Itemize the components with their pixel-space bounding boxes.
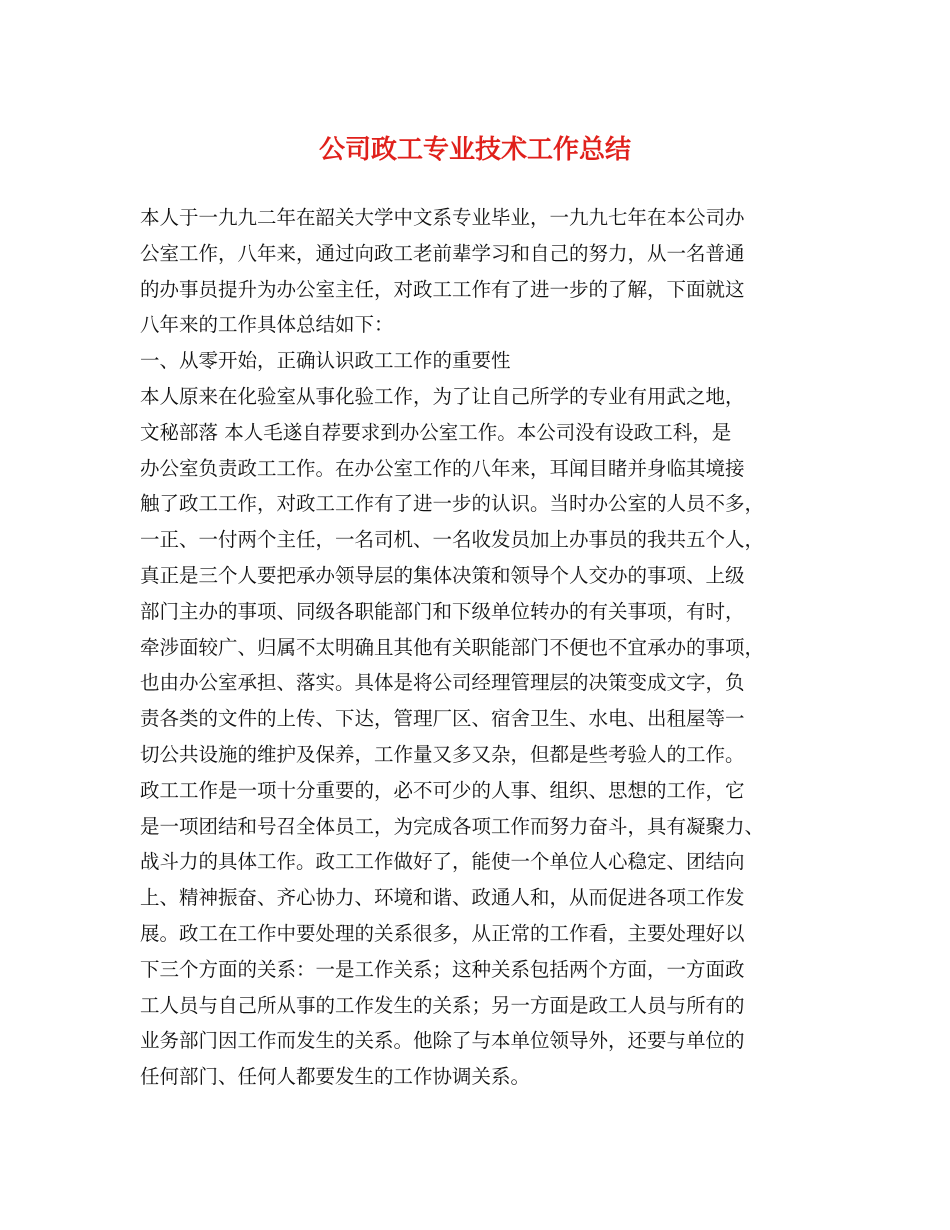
body-line: 工人员与自己所从事的工作发生的关系；另一方面是政工人员与所有的 <box>140 993 745 1017</box>
body-line: 切公共设施的维护及保养，工作量又多又杂，但都是些考验人的工作。 <box>140 742 745 766</box>
body-line: 办公室负责政工工作。在办公室工作的八年来，耳闻目睹并身临其境接 <box>140 456 745 480</box>
document-body <box>140 200 830 1095</box>
body-line: 触了政工工作，对政工工作有了进一步的认识。当时办公室的人员不多， <box>140 492 765 516</box>
body-line: 责各类的文件的上传、下达，管理厂区、宿舍卫生、水电、出租屋等一 <box>140 707 745 731</box>
body-line: 牵涉面较广、归属不太明确且其他有关职能部门不便也不宜承办的事项， <box>140 635 765 659</box>
body-line: 展。政工在工作中要处理的关系很多，从正常的工作看，主要处理好以 <box>140 921 745 945</box>
body-line: 本人于一九九二年在韶关大学中文系专业毕业，一九九七年在本公司办 <box>140 206 745 229</box>
body-line: 的办事员提升为办公室主任，对政工工作有了进一步的了解，下面就这 <box>140 277 745 301</box>
body-line: 文秘部落 本人毛遂自荐要求到办公室工作。本公司没有设政工科，是 <box>140 420 732 444</box>
body-line: 业务部门因工作而发生的关系。他除了与本单位领导外，还要与单位的 <box>140 1029 745 1053</box>
body-line: 八年来的工作具体总结如下： <box>140 313 394 337</box>
document-title: 公司政工专业技术工作总结 <box>318 135 631 165</box>
body-line: 也由办公室承担、落实。具体是将公司经理管理层的决策变成文字，负 <box>140 671 745 695</box>
body-line: 是一项团结和号召全体员工，为完成各项工作而努力奋斗，具有凝聚力、 <box>140 814 765 838</box>
body-line: 本人原来在化验室从事化验工作，为了让自己所学的专业有用武之地， <box>140 384 745 408</box>
body-line: 政工工作是一项十分重要的，必不可少的人事、组织、思想的工作，它 <box>140 778 745 802</box>
section-heading: 一、从零开始，正确认识政工工作的重要性 <box>140 349 511 373</box>
body-line: 下三个方面的关系：一是工作关系；这种关系包括两个方面，一方面政 <box>140 957 745 981</box>
body-line: 公室工作，八年来，通过向政工老前辈学习和自己的努力，从一名普通 <box>140 241 745 265</box>
body-line: 战斗力的具体工作。政工工作做好了，能使一个单位人心稳定、团结向 <box>140 850 745 874</box>
body-line: 一正、一付两个主任，一名司机、一名收发员加上办事员的我共五个人， <box>140 528 765 552</box>
body-line: 真正是三个人要把承办领导层的集体决策和领导个人交办的事项、上级 <box>140 563 745 587</box>
body-line: 部门主办的事项、同级各职能部门和下级单位转办的有关事项，有时， <box>140 599 745 623</box>
body-line: 任何部门、任何人都要发生的工作协调关系。 <box>140 1065 531 1089</box>
body-line: 上、精神振奋、齐心协力、环境和谐、政通人和，从而促进各项工作发 <box>140 886 745 910</box>
